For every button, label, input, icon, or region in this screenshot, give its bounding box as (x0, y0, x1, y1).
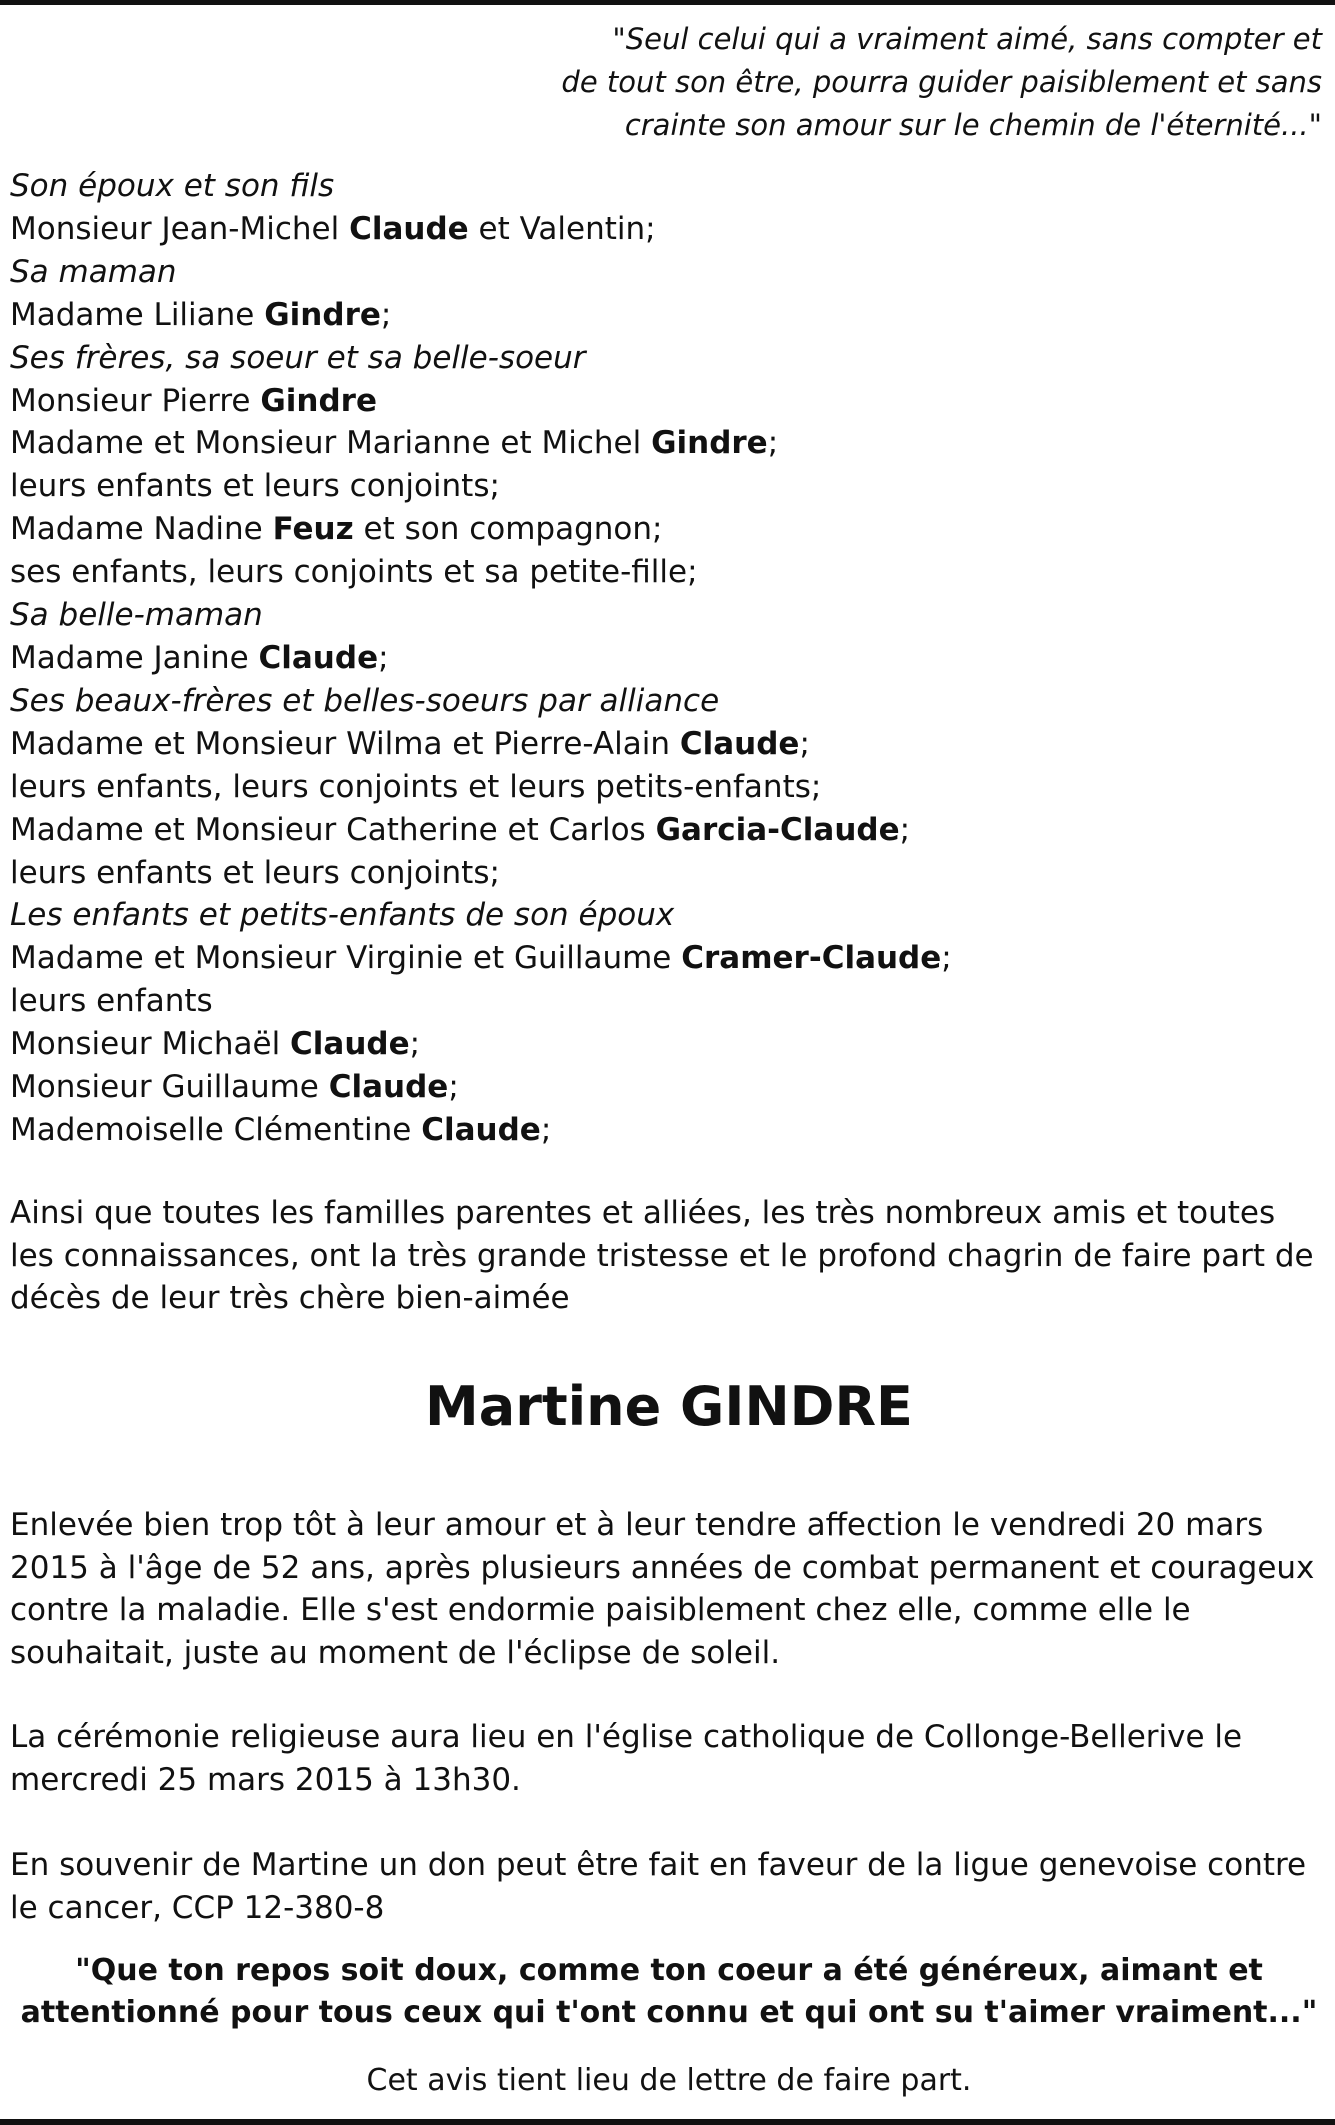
family-member-text: Mademoiselle Clémentine (10, 1111, 422, 1148)
closing-quote-line: "Que ton repos soit doux, comme ton coeur a été généreux, aimant et (75, 1953, 1263, 1988)
family-member-line (10, 465, 1320, 508)
family-member-surname: Gindre (264, 296, 381, 333)
deceased-name: Martine GINDRE (425, 1375, 913, 1438)
closing-quote-line: attentionné pour tous ceux qui t'ont connu et qui ont su t'aimer vraiment..." (20, 1995, 1318, 2030)
family-member-line (10, 1023, 1320, 1066)
family-member-text: leurs enfants et leurs conjoints; (10, 854, 500, 891)
family-member-line (10, 551, 1320, 594)
epigraph-quote (422, 18, 1322, 147)
family-member-line (10, 980, 1320, 1023)
family-member-line (10, 1066, 1320, 1109)
family-member-surname: Claude (258, 639, 379, 676)
family-member-suffix: ; (799, 725, 810, 762)
family-member-line (10, 1109, 1320, 1152)
family-member-text: Madame et Monsieur Virginie et Guillaume (10, 940, 682, 977)
epigraph-line: "Seul celui qui a vraiment aimé, sans compter et (612, 22, 1322, 56)
epigraph-line: de tout son être, pourra guider paisiblement et sans (561, 65, 1322, 99)
family-member-line (10, 852, 1320, 895)
family-member-suffix: et Valentin; (468, 210, 656, 247)
epigraph-line: crainte son amour sur le chemin de l'éternité..." (624, 108, 1322, 142)
family-group-heading: Ses frères, sa soeur et sa belle-soeur (10, 339, 586, 376)
family-member-suffix: et son compagnon; (353, 511, 663, 548)
family-member-text: Monsieur Guillaume (10, 1069, 329, 1106)
family-member-surname: Claude (421, 1111, 541, 1148)
family-group-heading: Ses beaux-frères et belles-soeurs par alliance (10, 682, 720, 719)
family-member-suffix: ; (941, 940, 952, 977)
family-member-line (10, 422, 1320, 465)
family-member-suffix: ; (448, 1069, 459, 1106)
family-member-surname: Claude (679, 725, 800, 762)
family-member-surname: Claude (328, 1069, 449, 1106)
family-member-text: ses enfants, leurs conjoints et sa petite-fille; (10, 554, 698, 591)
family-member-line (10, 937, 1320, 980)
family-member-suffix: ; (540, 1111, 552, 1148)
departure-paragraph: Enlevée bien trop tôt à leur amour et à leur tendre affection le vendredi 20 mars 2015 à l'âge de 52 ans, après plusieurs années de combat permanent et courageux contre la maladie. Elle s'est endormie paisiblement chez elle, comme elle le souhaitait, juste au moment de l'éclipse de soleil. (10, 1507, 1315, 1671)
family-member-line (10, 723, 1320, 766)
family-member-line (10, 766, 1320, 809)
family-member-surname: Claude (290, 1026, 410, 1063)
family-member-text: Madame et Monsieur Wilma et Pierre-Alain (10, 725, 680, 762)
family-member-text: Madame Nadine (10, 511, 273, 548)
notice-footer: Cet avis tient lieu de lettre de faire part. (366, 2063, 972, 2098)
family-member-suffix: ; (767, 425, 779, 462)
family-member-surname: Claude (349, 210, 469, 247)
family-group-heading: Sa belle-maman (10, 597, 263, 634)
family-group-heading: Sa maman (10, 253, 177, 290)
family-member-line (10, 809, 1320, 852)
family-member-line (10, 208, 1320, 251)
family-member-text: Monsieur Pierre (10, 382, 261, 419)
family-member-suffix: ; (378, 639, 389, 676)
family-member-line (10, 508, 1320, 551)
family-list (10, 165, 1320, 1152)
family-member-surname: Gindre (260, 382, 377, 419)
family-member-text: leurs enfants, leurs conjoints et leurs petits-enfants; (10, 768, 822, 805)
family-member-suffix: ; (409, 1026, 421, 1063)
announcement-paragraph: Ainsi que toutes les familles parentes et alliées, les très nombreux amis et toutes les connaissances, ont la très grande tristesse et le profond chagrin de faire part de décès de leur très chère bien-aimée (10, 1195, 1314, 1316)
family-member-line (10, 294, 1320, 337)
ceremony-paragraph: La cérémonie religieuse aura lieu en l'église catholique de Collonge-Bellerive le mercredi 25 mars 2015 à 13h30. (10, 1719, 1243, 1798)
family-member-text: Madame Liliane (10, 296, 265, 333)
family-member-surname: Feuz (272, 511, 354, 548)
family-member-suffix: ; (899, 811, 911, 848)
family-member-text: Madame Janine (10, 639, 259, 676)
bottom-border-rule (0, 2119, 1335, 2125)
family-member-text: leurs enfants et leurs conjoints; (10, 468, 500, 505)
donation-paragraph: En souvenir de Martine un don peut être fait en faveur de la ligue genevoise contre le cancer, CCP 12-380-8 (10, 1847, 1307, 1926)
top-border-rule (0, 0, 1335, 5)
family-member-surname: Cramer-Claude (681, 940, 942, 977)
family-member-text: Monsieur Jean-Michel (10, 210, 350, 247)
family-member-text: Madame et Monsieur Catherine et Carlos (10, 811, 656, 848)
family-member-text: Madame et Monsieur Marianne et Michel (10, 425, 652, 462)
family-group-heading: Son époux et son fils (10, 168, 335, 204)
family-member-surname: Garcia-Claude (655, 811, 900, 848)
family-group-heading: Les enfants et petits-enfants de son époux (10, 897, 675, 934)
family-member-line (10, 380, 1320, 423)
family-member-text: Monsieur Michaël (10, 1026, 291, 1063)
closing-quote (10, 1950, 1328, 2034)
family-member-suffix: ; (380, 296, 392, 333)
family-member-text: leurs enfants (10, 983, 213, 1020)
family-member-line (10, 637, 1320, 680)
family-member-surname: Gindre (651, 425, 768, 462)
